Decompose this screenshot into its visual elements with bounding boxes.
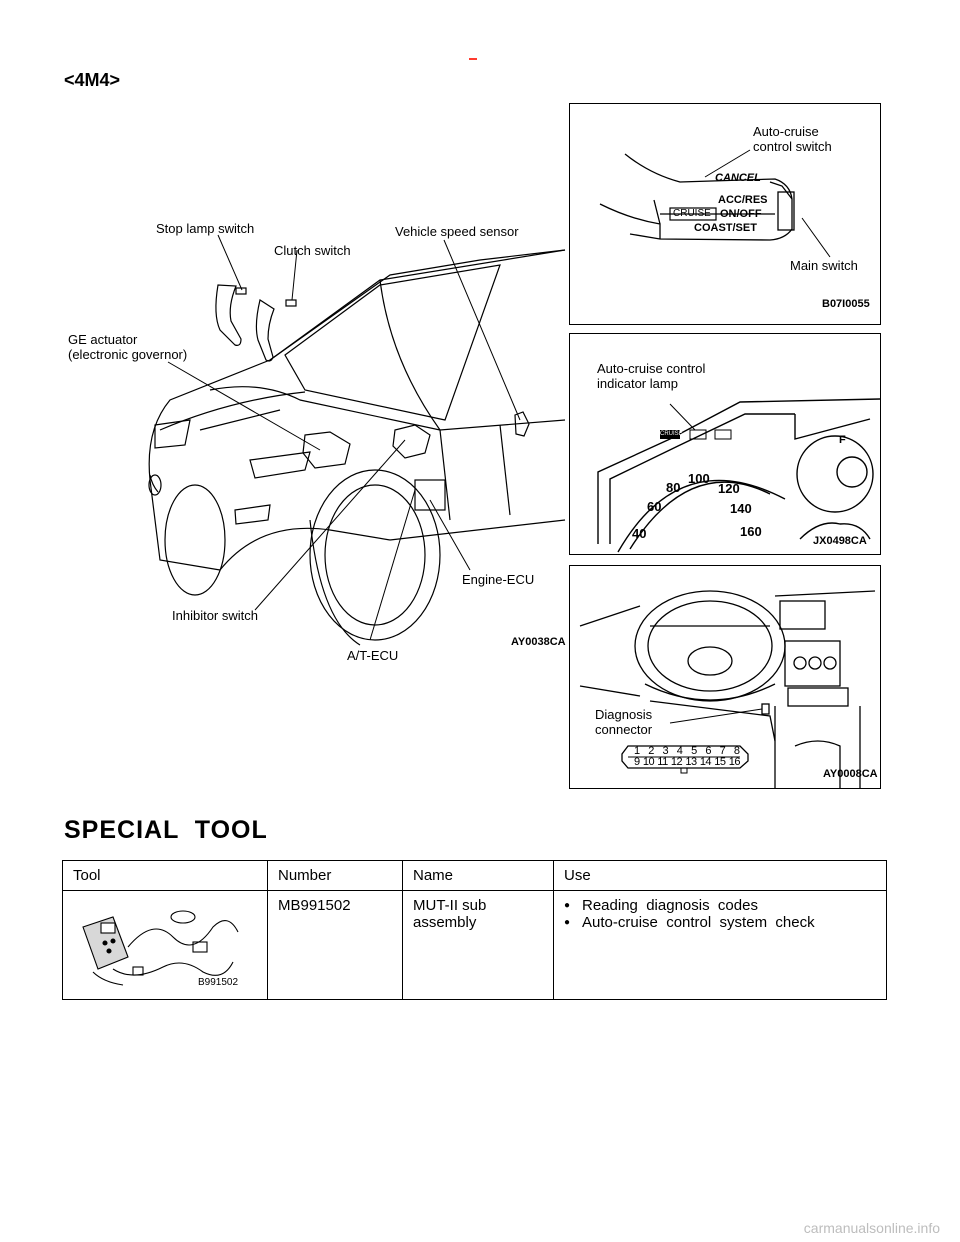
pin: 6 [705, 745, 712, 757]
label-clutch-switch: Clutch switch [274, 243, 351, 258]
column-header-name: Name [403, 861, 554, 891]
pin: 10 [642, 756, 655, 768]
table-row [63, 891, 887, 1000]
label-diagnosis-line2: connector [595, 722, 653, 737]
speed-mark-120: 120 [718, 481, 740, 496]
pin: 3 [662, 745, 669, 757]
column-header-use: Use [554, 861, 887, 891]
tool-name-line2: assembly [413, 914, 477, 931]
panel-switch-code: B07I0055 [822, 298, 870, 310]
lever-acc-res-text: ACC/RES [718, 194, 768, 206]
label-auto-cruise-line1: Auto-cruise [753, 124, 819, 139]
tool-image-code: B991502 [198, 977, 239, 988]
column-header-tool: Tool [63, 861, 268, 891]
panel-lamp-code: JX0498CA [813, 535, 867, 547]
column-header-number: Number [268, 861, 403, 891]
label-at-ecu: A/T-ECU [347, 648, 399, 663]
tool-name-line1: MUT-II sub [413, 897, 487, 914]
speed-mark-40: 40 [632, 526, 647, 541]
label-main-switch: Main switch [790, 258, 858, 273]
speed-mark-60: 60 [647, 499, 662, 514]
pin: 12 [670, 756, 683, 768]
label-stop-lamp-switch: Stop lamp switch [156, 221, 255, 236]
watermark: carmanualsonline.info [803, 1220, 940, 1236]
list-item: ● Auto-cruise control system check [564, 914, 876, 931]
speed-mark-100: 100 [688, 471, 710, 486]
page-header: <4M4> [64, 70, 121, 90]
tool-use-cell [554, 891, 887, 1000]
list-item: ● Reading diagnosis codes [564, 897, 876, 914]
label-ge-actuator [68, 332, 187, 362]
label-cruise-indicator-lamp [597, 361, 705, 391]
main-figure-code: AY0038CA [511, 636, 566, 648]
speed-mark-80: 80 [666, 480, 681, 495]
pin: 7 [719, 745, 726, 757]
panel-cruise-switch [569, 103, 881, 325]
label-auto-cruise-line2: control switch [753, 139, 832, 154]
label-indicator-line2: indicator lamp [597, 376, 678, 391]
lever-cancel-text: CANCEL [715, 172, 761, 184]
lamp-cruise-text: CRUISE [660, 431, 683, 437]
tool-image-cell [63, 891, 268, 1000]
panel-diagnosis-connector [569, 565, 881, 789]
lever-coast-set-text: COAST/SET [694, 222, 757, 234]
connector-pins [634, 746, 740, 768]
label-ge-actuator-line2: (electronic governor) [68, 347, 188, 362]
speed-mark-140: 140 [730, 501, 752, 516]
label-engine-ecu: Engine-ECU [462, 572, 535, 587]
label-ge-actuator-line1: GE actuator [68, 332, 138, 347]
pin: 14 [699, 756, 712, 768]
mut-ii-tool-illustration [73, 897, 253, 989]
lever-cruise-text: CRUISE [673, 208, 711, 219]
label-auto-cruise-control-switch [753, 124, 832, 154]
vehicle-figure [60, 100, 570, 663]
pin: 8 [733, 745, 740, 757]
pin: 9 [634, 756, 640, 768]
header-mark [469, 58, 477, 60]
table-header-row [63, 861, 887, 891]
section-title-special-tool: SPECIAL TOOL [64, 816, 268, 844]
speed-mark-160: 160 [740, 524, 762, 539]
lever-on-off-text: ON/OFF [720, 208, 762, 220]
fuel-mark: F [839, 434, 846, 446]
pin: 11 [657, 756, 668, 768]
label-diagnosis-line1: Diagnosis [595, 707, 653, 722]
pin: 4 [676, 745, 683, 757]
panel-indicator-lamp [569, 333, 881, 555]
pin: 5 [691, 745, 698, 757]
pin: 15 [714, 756, 726, 768]
special-tool-table [62, 860, 887, 1000]
pin: 13 [685, 756, 697, 768]
pin: 16 [728, 756, 740, 768]
label-inhibitor-switch: Inhibitor switch [172, 608, 258, 623]
pin: 1 [634, 745, 641, 757]
pin: 2 [648, 745, 655, 757]
connector-pins-bottom-row [634, 757, 740, 768]
tool-number: MB991502 [268, 891, 403, 1000]
tool-use-list [564, 897, 876, 931]
tool-name-cell [403, 891, 554, 1000]
label-vehicle-speed-sensor: Vehicle speed sensor [395, 224, 519, 239]
label-diagnosis-connector [595, 707, 652, 737]
label-indicator-line1: Auto-cruise control [597, 361, 706, 376]
panel-diag-code: AY0008CA [823, 768, 878, 780]
